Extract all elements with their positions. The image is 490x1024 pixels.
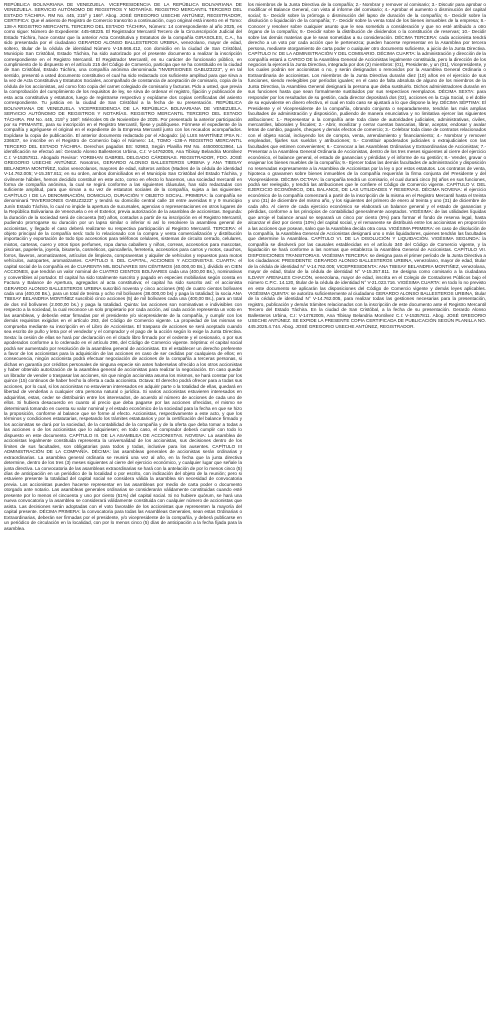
notice-text-right: los miembros de la Junta Directiva de la compañía; 2.- Nombrar y remover al comisario; 3.- Discutir para aprobar o modificar el Balance General, con vista al informe del comisario; 4.- Aprobar el aumento o disminución del capital social; 5.- Decidir sobre la prórroga o disminución del lapso de duración de la compañía; 6.- Decidir sobre la disolución o liquidación de la compañía; 7.- Decidir sobre la venta total de los bienes inmuebles de la empresa; 8.- Conocer y resolver sobre cualquier asunto que le sea sometido a consideración y que no esté atribuido a otro órgano de la compañía; 9.- Decidir sobre la distribución de dividendos o la constitución de reservas; 10.- Decidir sobre las demás materias que le sean sometidas a su consideración. DÉCIMA TERCERA: cada accionista tendrá derecho a un voto por cada acción que le pertenezca; pueden hacerse representar en la Asamblea por tercera persona, mediante otorgamiento de carta poder o cualquier otro documento suficiente, a juicio de la Junta Directiva. CAPÍTULO IV. DE LA ADMINISTRACIÓN Y DEL COMISARIO. DÉCIMA CUARTA: la administración y dirección de la compañía estará a CARGO DE la Asamblea General de Accionistas legalmente constituida, pero la dirección de los negocios la ejercerá la Junta Directiva, integrada por dos (2) miembros: (01), Presidente, y un (01), Vicepresidente, y los cuales podrán ser accionistas o no, y serán designados o removidos por la Asamblea General Ordinaria o Extraordinaria de accionistas. Los miembros de la Junta Directiva durarán diez (10) años en el ejercicio de sus funciones, siendo reelegibles por períodos iguales; en el caso de falta absoluta de alguno de los miembros de la Junta Directiva, la Asamblea General designará la persona que deba sustituirlo. Dichos administradores durarán en sus funciones hasta que sean formalmente sustituidos por sus respectivos reemplazos. DÉCIMA SEXTA: para responder por los resultados de su gestión, cada director depositará dos (02), acciones en la Caja Social, o el doble de su equivalente en dinero efectivo, el cual en todo caso se ajustará a lo que dispone la ley. DÉCIMA SÉPTIMA: El Presidente y el Vicepresidente de la compañía, obrando conjunta o separadamente, tendrán las más amplias facultades de administración y disposición, pudiendo de manera enunciativa y no limitativa ejercer las siguientes atribuciones: 1.- Representar a la compañía ante toda clase de autoridades judiciales, administrativas, civiles, mercantiles, laborales y fiscales; 2.- Abrir, movilizar y cerrar cuentas bancarias, librar, aceptar, endosar y avalar letras de cambio, pagarés, cheques y demás efectos de comercio; 3.- Celebrar toda clase de contratos relacionados con el objeto social, incluyendo los de compra, venta, arrendamiento y financiamiento; 4.- Nombrar y remover empleados, fijarles sus sueldos y atribuciones; 5.- Constituir apoderados judiciales o extrajudiciales con las facultades que estimen convenientes; 6.- Convocar a las Asambleas Ordinarias y Extraordinarias de Accionistas; 7.- Presentar a la Asamblea General Ordinaria de Accionistas, dentro de los tres meses siguientes al cierre del ejercicio económico, el balance general, el estado de ganancias y pérdidas y el informe de su gestión; 8.- Vender, gravar o enajenar los bienes muebles de la compañía; 9.- Ejercer todas las demás facultades de administración y disposición no reservadas expresamente a la Asamblea de Accionistas por la ley o por estos estatutos. Los contratos de venta, hipoteca o gravamen sobre bienes inmuebles de la compañía requerirán la firma conjunta del Presidente y del Vicepresidente. DÉCIMA OCTAVA: la compañía tendrá un comisario, el cual durará cinco (5) años en sus funciones, podrá ser reelegido, y tendrá las atribuciones que le confiere el Código de Comercio vigente. CAPÍTULO V. DEL EJERCICIO ECONÓMICO, DEL BALANCE, DE LAS UTILIDADES Y RESERVAS. DÉCIMA NOVENA: el ejercicio económico de la compañía comenzará a partir de la inscripción de la misma en el Registro Mercantil hasta el treinta y uno (31) de diciembre del mismo año, y los siguientes del primero de enero al treinta y uno (31) de diciembre de cada año. Al cierre de cada ejercicio económico se elaborará un balance general y el estado de ganancias y pérdidas, conforme a los principios de contabilidad generalmente aceptados. VIGÉSIMA: de las utilidades líquidas que arroje el balance anual se separará un cinco por ciento (5%) para formar el fondo de reserva legal, hasta alcanzar el diez por ciento (10%) del capital social, y el remanente se distribuirá entre los accionistas en proporción a las acciones que posean, salvo que la Asamblea decida otra cosa. VIGÉSIMA PRIMERA: en caso de disolución de la compañía, la Asamblea General de Accionistas designará uno o más liquidadores, quienes tendrán las facultades que determine la Asamblea. CAPÍTULO VI. DE LA DISOLUCIÓN Y LIQUIDACIÓN. VIGÉSIMA SEGUNDA: la compañía se disolverá por las causales establecidas en el artículo 340 del Código de Comercio vigente, y la liquidación se hará conforme a las normas que establezca la Asamblea General de Accionistas. CAPÍTULO VII. DISPOSICIONES TRANSITORIAS. VIGÉSIMA TERCERA: se designa para el primer período de la Junta Directiva a los ciudadanos: PRESIDENTE: GERARDO ALONSO BALLESTEROS URBINA, venezolano, mayor de edad, titular de la cédula de identidad N° V-14.762.005; VICEPRESIDENTA: ANA TIBISAY BELANDRIA MONTIÑEZ, venezolana, mayor de edad, titular de la cédula de identidad N° V-15.357.811. Se designa como comisario a la ciudadana ILDANY ARENALES CHACÓN, venezolana, mayor de edad, inscrita en el Colegio de Contadores Públicos bajo el número C.P.C. 14.120, titular de la cédula de identidad N° V-21.023.716. VIGÉSIMA CUARTA: en todo lo no previsto en este documento se aplicarán las disposiciones del Código de Comercio vigente y demás leyes aplicables. VIGÉSIMA QUINTA: se autoriza suficientemente al ciudadano GERARDO ALONSO BALLESTEROS URBINA, titular de la cédula de identidad N° V-14.762.005, para realizar todas las gestiones necesarias para la presentación, registro, publicación y demás trámites relacionados con la inscripción de este documento ante el Registro Mercantil Tercero del Estado Táchira. En la ciudad de San Cristóbal, a la fecha de su presentación. Gerardo Alonso Ballesteros Urbina, C.I: V-14762005, Ana Tibisay Belandria Montilvez C.I: V-15357811. Abog. JOSÉ GREGORIO USECHE ANTÚNEZ. SE EXPIDE LA PRESENTE COPIA CERTIFICADA DE PUBLICACIÓN SEGÚN PLANILLA NO. 445.2025.4.744. Abog. JOSÉ GREGORIO USECHE ANTÚNEZ, REGISTRADOR. [248,2,486,329]
notice-column-left [4,2,242,1020]
legal-notice-page [4,2,486,1020]
notice-text-left: REPÚBLICA BOLIVARIANA DE VENEZUELA. VICEPRESIDENCIA DE LA REPÚBLICA BOLIVARIANA DE VENEZUELA. SERVICIO AUTÓNOMO DE REGISTROS Y NOTARÍAS. REGISTRO MERCANTIL TERCERO DEL ESTADO TÁCHIRA. RM No. 445, 215º y 166º. Abog. JOSÉ GREGORIO USECHE ANTÚNEZ, REGISTRADOR, CERTIFICA: Que el asiento de Registro de Comercio transcrito a continuación, cuyo original está inserto en el Tomo: 138-A REGISTRO MERCANTIL TERCERO DEL ESTADO TÁCHIRA, Número: 14 correspondiente al año 2025, es como sigue: Número de Expediente: 445-68225. El Registrador Mercantil Tercero de la Circunscripción Judicial del Estado Táchira, hace constar que la anterior Acta Constitutiva y Estatutos de la compañía GIRASOLES, C.A., ha sido presentada por el ciudadano GERARDO ALONSO BALLESTEROS URBINA, venezolano, mayor de edad, soltero, titular de la cédula de identidad Número V-19.666.412, con domicilio en la ciudad de San Cristóbal, Municipio San Cristóbal, Estado Táchira, ha sido autorizado por el presente documento a realizar la inscripción correspondiente en el Registro Mercantil. El Registrador Mercantil, en su carácter de funcionario público, en cumplimiento de lo dispuesto en el artículo 215 del Código de Comercio, participa que se ha constituido en la ciudad de San Cristóbal, Estado Táchira, una compañía anónima denominada "INVERSIONES GABUZ3223", y en tal sentido, presentó a usted documento constitutivo el cual ha sido redactado con suficiente amplitud para que sirva a la vez de Acta Constitutiva y Estatutos Sociales, acompañado de constancia de aceptación de comisario, copia de la cédula de los accionistas, así como foto copia del carnet colegiado de comisario y facturas. Pido a usted, que previa la comprobación del cumplimiento de los requisitos de ley, se sirva de ordenar el registro, fijación y publicación de esta acta constitutiva y estatutos, luego de registrarse respectivo y expídame dos copias certificadas del asiento correspondiente. Tu justicia en la ciudad de San Cristóbal a la fecha de su presentación. REPÚBLICA BOLIVARIANA DE VENEZUELA. VICEPRESIDENCIA DE LA REPÚBLICA BOLIVARIANA DE VENEZUELA. SERVICIO AUTÓNOMO DE REGISTROS Y NOTARÍAS. REGISTRO MERCANTIL TERCERO DEL ESTADO TÁCHIRA. RM No. 445, 215º y 166º. Miércoles 05 de Noviembre de 2025. Por presentado la anterior participación por su FIRMANTE, para su inscripción en el Registro Mercantil, fíjese y publíquese. Fórmese el expediente de la compañía y agréguese el original en el expediente de la Empresa Mercantil junto con los recaudos acompañados. Expídase la copia de publicación. El anterior documento redactado por el Abogado: (a) LUIS MARTÍNEZ IPSA N.: 236637, se inscribe en el Registro de Comercio bajo el Número: 14, TOMO -138-A REGISTRO MERCANTIL TERCERO DEL ESTADO TÁCHIRA. Derechos pagados BS: 92963, Según Planilla RM No. 445000013964. La identificación se efectuó así: Gerardo Alonso Ballesteros Urbina, C.I: V-14762005, Ana Tibisay Belandria Montilvez C.I: V-15357811. Abogado Revisor: YORBHAN GABRIEL DELGADO CÁRDENAS. REGISTRADOR, FDO. JOSÉ GREGORIO USECHE ANTÚNEZ. Nosotros, GERARDO ALONSO BALLESTEROS URBINA y ANA TIBISAY BELANDRIA MONTIÑEZ, todos venezolanos, mayores de edad, solteros ambos (Madres de la cédula de identidad V-14.762.005; V-15.357.811; en su orden, ambos domiciliados en el Municipio San Cristóbal del Estado Táchira, y civilmente hábiles, hemos decidido constituir en este acto, como en efecto lo hacemos, una sociedad mercantil en forma de compañía anónima, la cual se regirá conforme a las siguientes cláusulas, han sido redactadas con suficiente amplitud, para que sirvan a su vez de estatutos sociales de la compañía, sujeta a las siguientes: CAPÍTULO I DE LA DENOMINACIÓN, DOMICILIO, DURACIÓN Y OBJETO SOCIAL. PRIMERA: la compañía se denominará "INVERSIONES GABUZ3223" y tendrá su domicilio central calle 18 entre avenidas 8 y 9 municipio Junín Estado Táchira, lo cual no impide la apertura de sucursales, agencias o representaciones en otros lugares de la República Bolivariana de Venezuela o en el Exterior, previa autorización de la asamblea de accionistas. Segunda: la duración de la sociedad será de cincuenta (50) años, contados a partir de su inscripción en el Registro Mercantil, pudiendo prorrogarse su duración por un lapso similar o inferior si así lo resolviere la asamblea general de accionistas, y llegado el caso deberá realizarse su respectiva participación al Registro Mercantil. TERCERA: el objeto principal de la compañía será: todo lo relacionado con la compra y venta comercialización y distribución importación y exportación de todo tipo accesorios para teléfonos celulares, sistemas de circuito cerrado, celulares, mixtos, carteras, cuero y otros tipos perfumes, ropa dama caballero y niños, correas, accesorios para mascotas, piscinas, papelería, joyería, bisutería, cosméticos, quincallería, ferretería, accesorios para carros y motos, cauchos, forros, llaveros, aromatizantes, artículos de limpieza, compraventas y alquiler de vehículos y repuestos para motos vehículos, autopartes, aromatizantes. CAPÍTULO II. DEL CAPITAL, ACCIONES Y ACCIONISTAS. CUARTA: el capital social de la compañía es de CUARENTA MIL BOLÍVARES SIN CÉNTIMOS (40.000,00 Bs.), dividido en CIEN ACCIONES, que tendrán un valor nominal de CUATRO CIENTOS BOLÍVARES cada una (400,00 Bs.), nominativas y convertibles al portador. El capital ha sido totalmente suscrito y pagado en especies mobiliarias según consta en Factura y Balance de Apertura, agregados al acta constitutiva; el capital ha sido suscrito así: el accionista GERARDO ALONSO BALLESTEROS URBINA suscribió noventa y cinco acciones (95) de cuatro cientos bolívares cada una (400,00 Bs.), para un total de treinta y ocho mil bolívares (38.000,00 bs) y paga la totalidad; la socia ANA TIBISAY BELANDRIA MONTIÑEZ suscribió cinco acciones (5) de mil bolívares cada una (400,00 Bs.), para un total de dos mil bolívares (2.000,00 bs.) y paga la totalidad. Quinta: las acciones son nominativas e indivisibles con respecto a la sociedad, la cual reconoce un solo propietario por cada acción, así cada acción representa un voto en las asambleas, y deberán estar firmadas por el presidente y/o vicepresidente de la compañía, y cumplir con los demás requisitos exigidos en el artículo 293, del Código de Comercio vigente. La propiedad de las mismas se comprueba mediante su inscripción en el Libro de Accionistas. El traspaso de acciones se será aceptado cuando sea escrito de puño y letra por el vendedor y el comprador y el pago de la acción según lo exige la Junta Directiva. Sexta: la cesión de ellas se hará por declaración en el citado libro firmado por el cedente y el cesionario, o por sus apoderados conforme a lo ordenado en el artículo 296, del Código de Comercio vigente. Séptima: el capital social podrá ser aumentado por resolución de la asamblea general de accionistas. En el establecer un derecho preferente a favor de los accionistas para la adquisición de las acciones en caso de ser cedidas por cualquiera de ellos; en consecuencia, ningún accionista podrá efectuar negociación de acciones de la compañía a terceras personas, si dichas en garantía por créditos personales de ninguna especie sin antes haberselas ofrecido a los otros accionistas y haber obtenido autorización de la asamblea general de accionistas para realizar la negociación. En caso quedar un librador de vender o traspasar las acciones, sin que ningún accionista asuma los mismos, se hará constar por los quince (15) continuos de haber hecho la oferta a cada accionista. Octava: El derecho podrá ofrecer para a todas sus acciones, por lo cual, si los accionistas no estuvieran interesados en adquirir parte o la totalidad de ellas, quedará en libertad de venderlas a cualquier otra persona natural o jurídica. Si varios accionistas estuvieren interesados en adquirirlas, estas, ceder se distribuirán entre los interesados, de acuerdo al número de acciones de cada uno de ellos. Si hubiera desacuerdo en cuanto al precio que deba pagarse por las acciones ofrecidas, el mismo se determinará tomando en cuenta su valor nominal y el estado económico de la sociedad para la fecha en que se hizo la proposición, conforme al balance que se forme al efecto. Accionistas, respectivamente a este acto, y que los términos y condiciones estatutarias, respetando los trámites estatutarios y por la certificación del balance firmado y los accionistas se dará por la sociedad, de la contabilidad de la compañía y de la oferta que deba tomar a todas a las acciones o de los accionistas que lo adquiriesen; en todo caso, el comprador deberá cumplir con todo lo dispuesto en este documento. CAPÍTULO III. DE LA ASAMBLEA DE ACCIONISTAS. NOVENA: La asamblea de accionistas legalmente constituida representa la universalidad de los accionistas, sus decisiones dentro de los límites de sus facultades, son obligatorias para todos y todas, inclusive para los ausentes. CAPÍTULO III ADMINISTRACIÓN DE LA COMPAÑÍA. DÉCIMA: las asambleas generales de accionistas serán ordinarias y extraordinarias. La asamblea general ordinaria se reunirá una vez al año, en la fecha que la junta directiva determine, dentro de los tres (3) meses siguientes al cierre del ejercicio económico, y cualquier lugar que señale la junta directiva. La convocatoria de las asambleas extraordinarias se hará con la antelación de por lo menos cinco (5) días de anticipación en un periódico de la localidad o por escrito, con indicación del objeto de la reunión; pero si estuviere presente la totalidad del capital social se considera válida la asamblea sin necesidad de convocatoria previa. Los accionistas pueden hacerse representar en las asambleas por medio de carta poder o documento otorgado ante notario. Las asambleas generales ordinarias se considerarán válidamente constituidas cuando esté presente por lo menos el cincuenta y uno por ciento (51%) del capital social. Si no hubiere quórum, se hará una nueva convocatoria y la asamblea se considerará válidamente constituida con cualquier número de accionistas que asista. Las decisiones serán adoptadas con el voto favorable de los accionistas que representen la mayoría del capital presente. DÉCIMA PRIMERA: la convocatoria para todas las Asambleas Generales, sean estas Ordinarias o Extraordinarias, deberán ser firmadas por el presidente, y/o vicepresidente de la compañía, y deberá publicarse en un periódico de circulación en la localidad, con por lo menos cinco (5) días de anticipación a la fecha fijada para la asamblea. [4,2,242,531]
notice-column-right [248,2,486,1020]
